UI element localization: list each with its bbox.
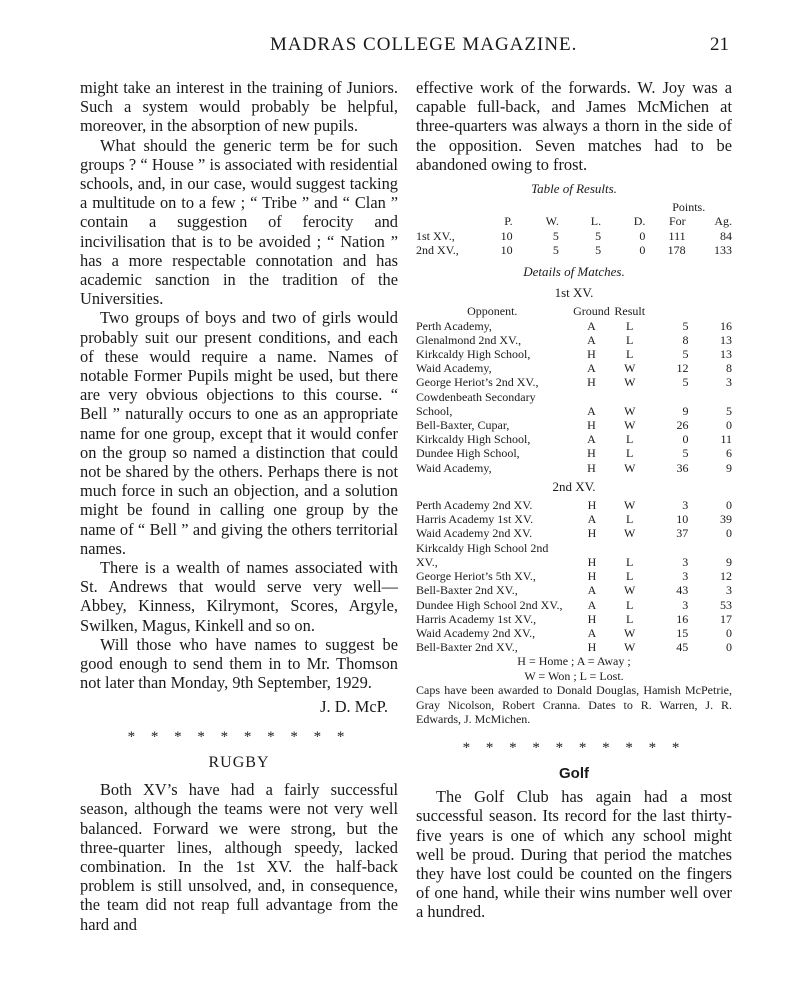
points-for-cell: 43 — [676, 583, 689, 598]
result-cell: W — [623, 526, 636, 541]
opponent-cell: Kirkcaldy High School 2nd XV., — [416, 540, 549, 569]
points-against-cell: 9 — [726, 554, 732, 569]
points-for-cell: 3 — [682, 597, 689, 612]
table-row — [416, 626, 732, 640]
result-cell: L — [626, 332, 634, 347]
table-row — [416, 569, 732, 583]
points-for-cell: 45 — [676, 640, 689, 655]
col-header-w: W. — [545, 214, 559, 229]
details-caption: Details of Matches. — [523, 264, 625, 280]
team-cell: 1st XV., — [416, 228, 455, 243]
points-for-cell: 3 — [682, 569, 689, 584]
opponent-cell: Kirkcaldy High School, — [416, 347, 531, 362]
result-header: Result — [614, 304, 646, 319]
ground-cell: H — [587, 446, 596, 461]
ground-cell: H — [587, 460, 596, 475]
caps-note: Caps have been awarded to Donald Douglas, Hamish McPetrie, Gray Nicolson, Robert Cranna. Dates to R. Warren, J. R. Edwards, J. McMichen. — [416, 683, 732, 727]
opponent-cell: George Heriot’s 5th XV., — [416, 569, 536, 584]
results-table — [416, 200, 732, 257]
ground-cell: A — [587, 512, 597, 527]
points-against-cell: 3 — [726, 583, 732, 598]
ground-cell: H — [587, 611, 597, 626]
points-for-cell: 26 — [676, 418, 689, 433]
result-cell: L — [626, 318, 634, 333]
ground-cell: H — [587, 526, 597, 541]
ground-cell: A — [587, 332, 596, 347]
ground-cell: H — [587, 554, 597, 569]
second-xv-caption: 2nd XV. — [552, 478, 596, 494]
points-against-cell: 16 — [720, 318, 732, 333]
section-separator: * * * * * * * * * * — [462, 739, 686, 756]
second-xv-matches-table — [416, 498, 732, 654]
table-row — [416, 640, 732, 654]
table-row — [416, 541, 732, 569]
points-against-cell: 17 — [720, 611, 732, 626]
points-against-cell: 0 — [726, 526, 732, 541]
ground-cell: A — [587, 403, 596, 418]
opponent-cell: Dundee High School 2nd XV., — [416, 597, 563, 612]
table-row — [416, 375, 732, 389]
points-for-cell: 5 — [682, 347, 689, 362]
opponent-cell: Perth Academy, — [416, 318, 492, 333]
opponent-cell: Perth Academy 2nd XV. — [416, 498, 533, 513]
table-row — [416, 512, 732, 526]
table-row — [416, 446, 732, 460]
points-against-cell: 84 — [720, 228, 732, 243]
points-against-cell: 0 — [726, 640, 732, 655]
page-header — [0, 34, 800, 64]
paragraph: Two groups of boys and two of girls would probably suit our present conditions, and each of these would require a name. Names of notable Former Pupils might be used, but there are very obvious objections to this course. “ Bell ” naturally occurs to one as an appropriate name for one group, except that it would confer on the group so named a distinction that could not be shared by the others. Perhaps there is not much force in such an objection, and a solution might be found in calling one group by the name of “ Bell ” and giving the others territorial names. — [80, 308, 398, 558]
points-for-cell: 5 — [682, 375, 689, 390]
points-for-cell: 8 — [682, 332, 689, 347]
opponent-cell: Glenalmond 2nd XV., — [416, 332, 522, 347]
result-cell: L — [625, 512, 634, 527]
opponent-cell: Bell-Baxter 2nd XV., — [416, 640, 518, 655]
col-header-for: For — [668, 214, 686, 229]
points-for-cell: 5 — [682, 446, 689, 461]
points-for-cell: 3 — [682, 554, 689, 569]
points-against-cell: 0 — [726, 418, 732, 433]
points-against-cell: 13 — [720, 332, 732, 347]
page-number: 21 — [710, 34, 729, 55]
result-cell: W — [623, 583, 636, 598]
played-cell: 10 — [500, 242, 513, 257]
golf-heading: Golf — [559, 765, 589, 783]
result-cell: L — [625, 554, 634, 569]
opponent-cell: Bell-Baxter 2nd XV., — [416, 583, 518, 598]
table-row — [416, 598, 732, 612]
points-for-cell: 5 — [682, 318, 689, 333]
golf-paragraph: The Golf Club has again had a most successful season. Its record for the last thirty-five years is one of which any school might well be proud. During that period the matches they have lost could be counted on the fingers of one hand, while their wins number well over a hundred. — [416, 787, 732, 922]
paragraph: might take an interest in the training of Juniors. Such a system would probably be helpful, moreover, in the absorption of new pupils. — [80, 78, 398, 136]
ground-cell: H — [587, 640, 597, 655]
table-row — [416, 319, 732, 333]
table-row — [416, 526, 732, 540]
ground-cell: A — [587, 583, 597, 598]
signature: J. D. McP. — [320, 696, 388, 716]
points-against-cell: 133 — [714, 242, 732, 257]
col-header-l: L. — [590, 214, 602, 229]
opponent-cell: Cowdenbeath Secondary School, — [416, 389, 536, 418]
opponent-cell: Waid Academy, — [416, 361, 492, 376]
points-for-cell: 36 — [676, 460, 689, 475]
points-header: Points. — [672, 200, 706, 215]
right-column — [416, 78, 732, 922]
result-cell: W — [624, 375, 636, 390]
table-row — [416, 200, 732, 214]
ground-cell: A — [587, 432, 596, 447]
points-against-cell: 13 — [720, 347, 732, 362]
result-cell: L — [625, 597, 634, 612]
table-row — [416, 304, 732, 318]
lost-cell: 5 — [595, 242, 602, 257]
points-against-cell: 12 — [720, 569, 732, 584]
col-header-ag: Ag. — [714, 214, 732, 229]
points-against-cell: 39 — [720, 512, 732, 527]
table-row — [416, 432, 732, 446]
points-against-cell: 0 — [726, 498, 732, 513]
opponent-cell: Waid Academy 2nd XV. — [416, 526, 533, 541]
opponent-cell: Harris Academy 1st XV. — [416, 512, 534, 527]
played-cell: 10 — [500, 228, 513, 243]
won-cell: 5 — [552, 242, 559, 257]
result-cell: W — [624, 361, 636, 376]
result-cell: W — [623, 498, 636, 513]
ground-cell: H — [587, 418, 596, 433]
legend-line: H = Home ; A = Away ; — [517, 654, 631, 669]
points-for-cell: 0 — [682, 432, 689, 447]
points-against-cell: 11 — [720, 432, 732, 447]
points-for-cell: 178 — [667, 242, 686, 257]
table-row — [416, 229, 732, 243]
legend-line: W = Won ; L = Lost. — [524, 668, 624, 683]
points-for-cell: 111 — [668, 228, 686, 243]
points-for-cell: 15 — [676, 625, 689, 640]
first-xv-matches-table — [416, 304, 732, 474]
points-for-cell: 3 — [682, 498, 689, 513]
result-cell: W — [624, 460, 636, 475]
paragraph: There is a wealth of names associated with St. Andrews that would serve very well—Abbey, Kinness, Kilrymont, Scores, Argyle, Swilken, Magus, Kinkell and so on. — [80, 558, 398, 635]
table-row — [416, 333, 732, 347]
opponent-cell: Bell-Baxter, Cupar, — [416, 418, 510, 433]
ground-cell: H — [587, 569, 597, 584]
paragraph: Will those who have names to suggest be good enough to send them in to Mr. Thomson not later than Monday, 9th September, 1929. — [80, 634, 398, 693]
lost-cell: 5 — [595, 228, 602, 243]
ground-cell: H — [587, 375, 596, 390]
col-header-p: P. — [504, 214, 513, 229]
points-against-cell: 3 — [726, 375, 732, 390]
points-for-cell: 16 — [676, 611, 689, 626]
result-cell: L — [625, 569, 634, 584]
table-row — [416, 214, 732, 228]
opponent-cell: Harris Academy 1st XV., — [416, 611, 537, 626]
points-against-cell: 6 — [726, 446, 732, 461]
result-cell: W — [623, 640, 636, 655]
table-row — [416, 243, 732, 257]
magazine-title: MADRAS COLLEGE MAGAZINE. — [270, 34, 578, 55]
ground-cell: A — [587, 625, 597, 640]
points-against-cell: 0 — [726, 625, 732, 640]
won-cell: 5 — [552, 228, 559, 243]
rugby-paragraph: Both XV’s have had a fairly successful season, although the teams were not very well balanced. Forward we were strong, but the three-quarter lines, although speedy, lacked combination. In the 1st XV. the half-back problem is still unsolved, and, in consequence, the team did not reap full advantage from the hard and — [80, 780, 398, 934]
ground-cell: A — [587, 318, 596, 333]
results-table-caption: Table of Results. — [531, 181, 617, 197]
table-row — [416, 612, 732, 626]
table-row — [416, 347, 732, 361]
table-row — [416, 498, 732, 512]
section-separator: * * * * * * * * * * — [127, 728, 351, 745]
points-against-cell: 5 — [726, 403, 732, 418]
first-xv-caption: 1st XV. — [554, 285, 594, 301]
ground-cell: H — [587, 498, 597, 513]
opponent-cell: Waid Academy, — [416, 460, 492, 475]
ground-header: Ground — [573, 304, 610, 319]
paragraph: What should the generic term be for such groups ? “ House ” is associated with residential schools, and, in our case, would suggest tacking a multitude on to a few ; “ Tribe ” and “ Clan ” contain a suggestion of ferocity and incivilisation that is to be avoided ; “ Nation ” has a more respectable connotation and has academic sanction in the tradition of the Universities. — [80, 135, 398, 309]
ground-cell: A — [587, 361, 596, 376]
result-cell: L — [626, 432, 634, 447]
opponent-cell: Waid Academy 2nd XV., — [416, 625, 536, 640]
ground-cell: A — [587, 597, 597, 612]
table-row — [416, 390, 732, 418]
ground-cell: H — [587, 347, 596, 362]
col-header-d: D. — [633, 214, 646, 229]
drawn-cell: 0 — [639, 242, 646, 257]
table-row — [416, 583, 732, 597]
table-row — [416, 461, 732, 475]
points-for-cell: 9 — [682, 403, 689, 418]
table-row — [416, 361, 732, 375]
result-cell: W — [624, 418, 636, 433]
points-against-cell: 8 — [726, 361, 732, 376]
result-cell: L — [626, 347, 634, 362]
drawn-cell: 0 — [639, 228, 646, 243]
points-for-cell: 37 — [676, 526, 689, 541]
result-cell: L — [625, 611, 634, 626]
points-for-cell: 10 — [676, 512, 689, 527]
opponent-cell: George Heriot’s 2nd XV., — [416, 375, 539, 390]
points-for-cell: 12 — [676, 361, 689, 376]
points-against-cell: 9 — [726, 460, 732, 475]
opponent-cell: Dundee High School, — [416, 446, 520, 461]
opponent-header: Opponent. — [467, 304, 518, 319]
result-cell: W — [623, 625, 636, 640]
rugby-paragraph-continued: effective work of the forwards. W. Joy was a capable full-back, and James McMichen at three-quarters was always a thorn in the side of the opposition. Seven matches had to be abandoned owing to frost. — [416, 78, 732, 174]
table-row — [416, 418, 732, 432]
rugby-heading: RUGBY — [208, 753, 270, 771]
team-cell: 2nd XV., — [416, 242, 459, 257]
left-column — [80, 78, 398, 934]
points-against-cell: 53 — [720, 597, 732, 612]
result-cell: W — [624, 403, 636, 418]
opponent-cell: Kirkcaldy High School, — [416, 432, 531, 447]
result-cell: L — [626, 446, 634, 461]
